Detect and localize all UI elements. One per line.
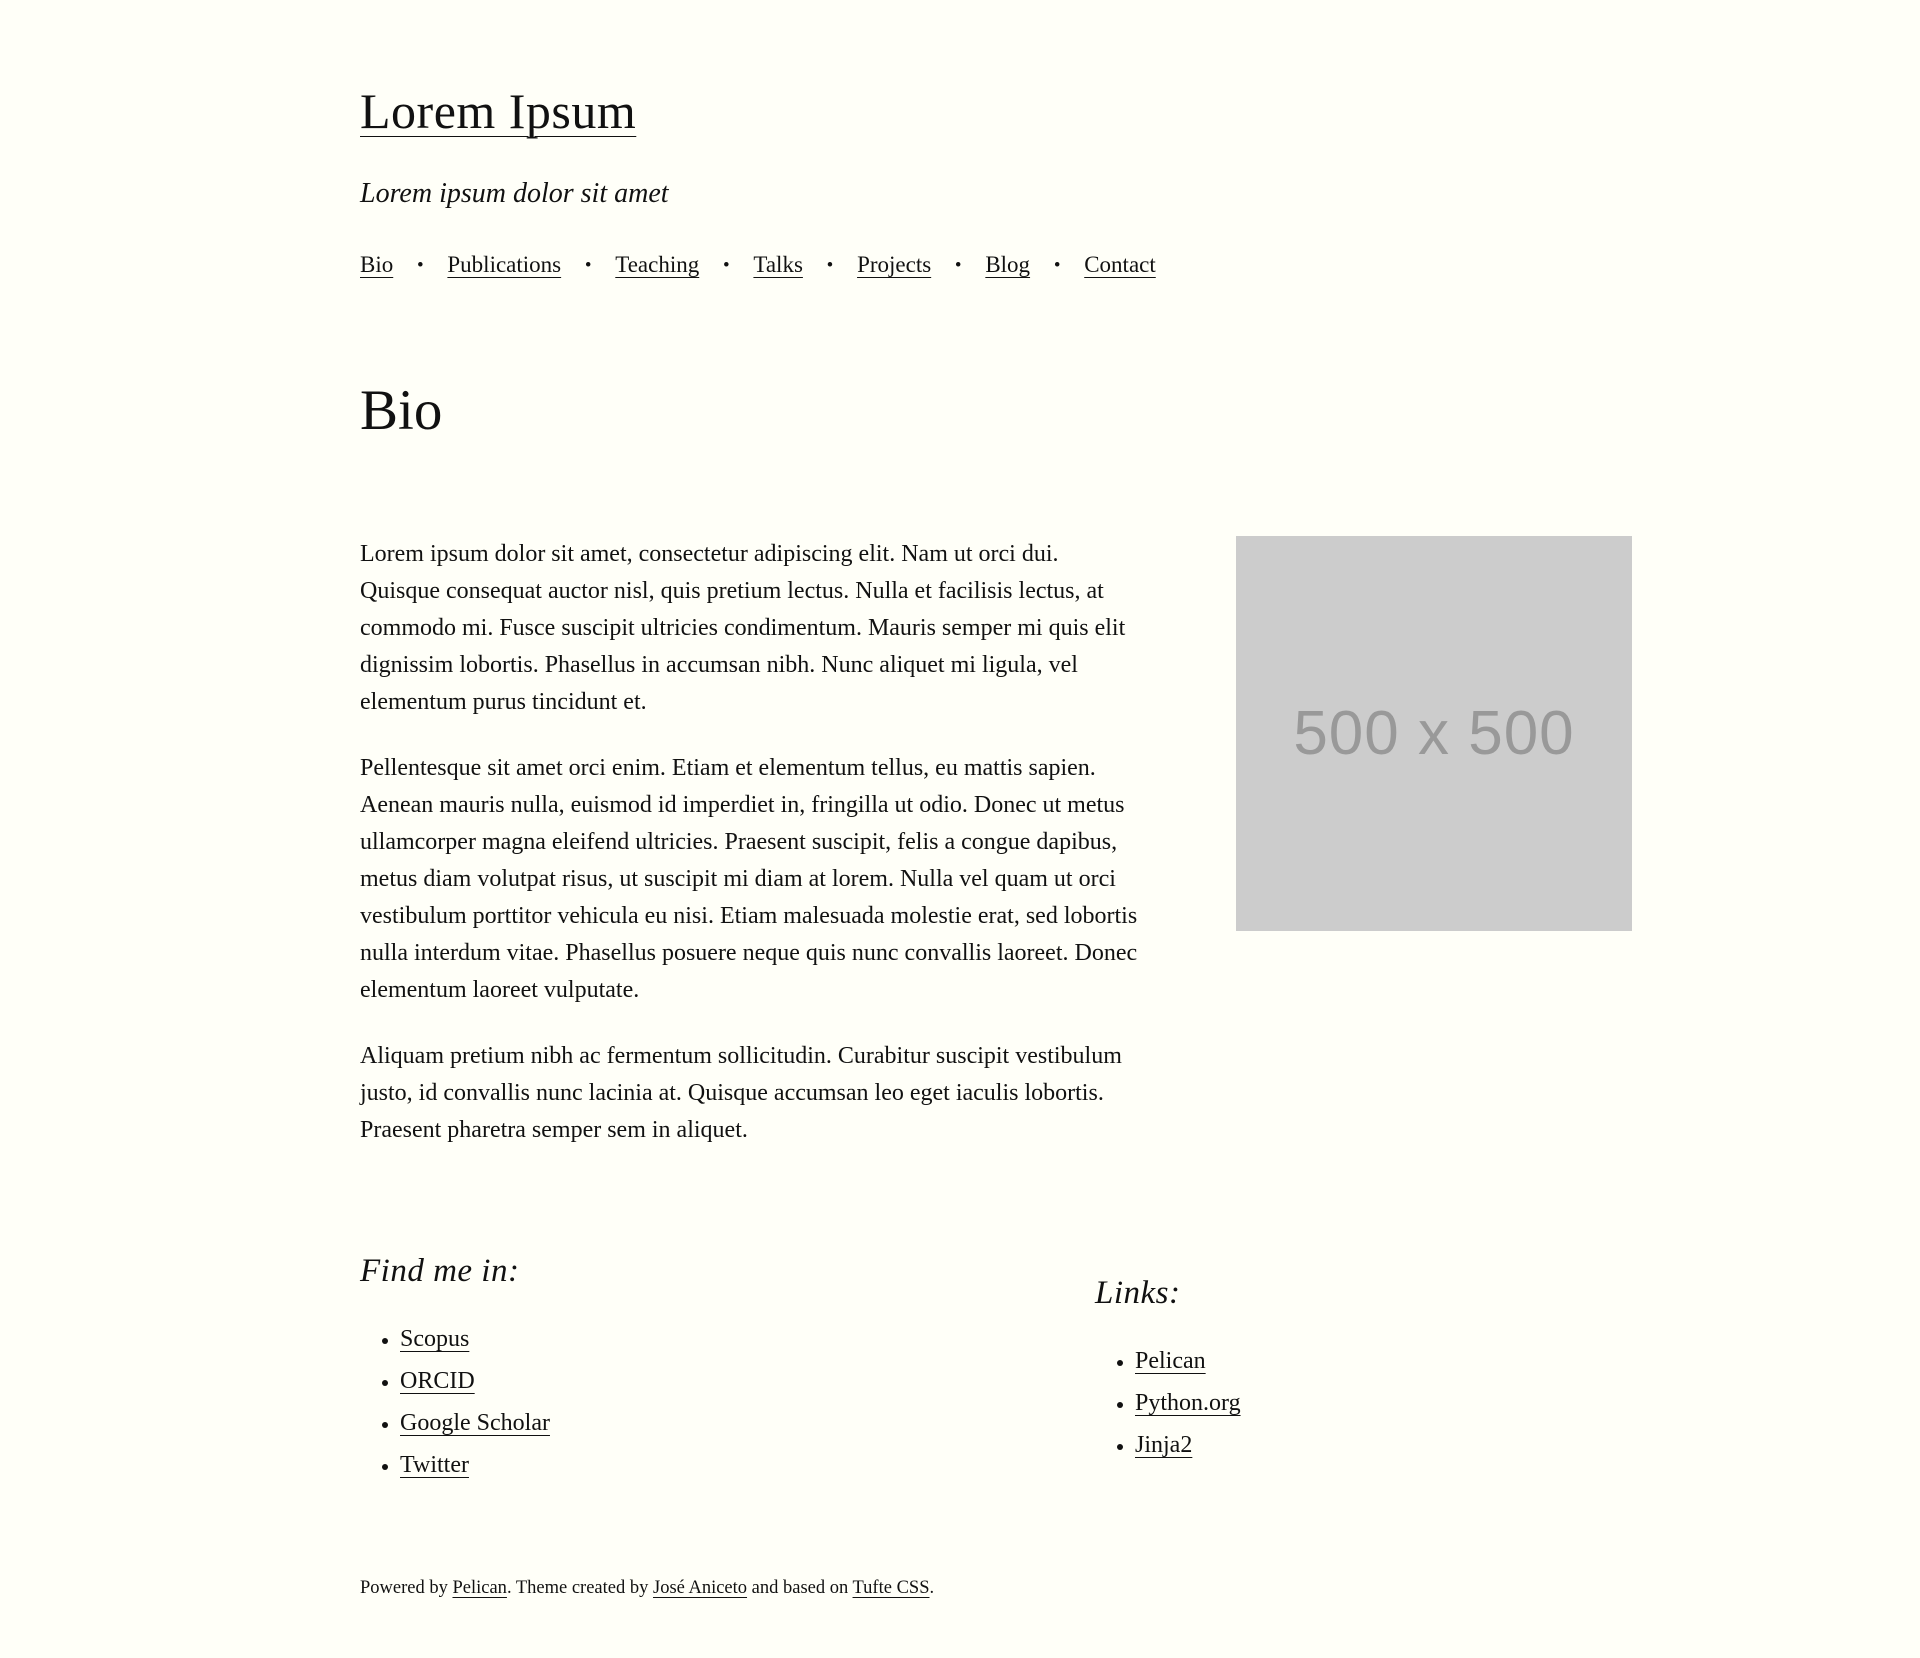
links-heading: Links: bbox=[1095, 1275, 1181, 1311]
bio-paragraph-3: Aliquam pretium nibh ac fermentum sollicitudin. Curabitur suscipit vestibulum justo, id convallis nunc lacinia at. Quisque accumsan leo eget iaculis lobortis. Praesent pharetra semper sem in aliquet. bbox=[360, 1043, 1122, 1143]
nav-link[interactable]: Projects bbox=[857, 252, 932, 277]
nav-item bbox=[857, 252, 985, 277]
bio-paragraph-1: Lorem ipsum dolor sit amet, consectetur adipiscing elit. Nam ut orci dui. Quisque consequat auctor nisl, quis pretium lectus. Nulla et facilisis lectus, at commodo mi. Fusce suscipit ultricies condimentum. Mauris semper mi quis elit dignissim lobortis. Phasellus in accumsan nibh. Nunc aliquet mi ligula, vel elementum purus tincidunt et. bbox=[360, 541, 1126, 715]
external-link[interactable]: Python.org bbox=[1135, 1390, 1241, 1416]
bio-article bbox=[360, 536, 1632, 1149]
nav-item bbox=[753, 252, 857, 277]
list-item bbox=[400, 1402, 1095, 1444]
site-title bbox=[360, 82, 1632, 140]
main-content bbox=[360, 378, 1632, 1486]
footer-text: . Theme created by bbox=[506, 1578, 653, 1598]
nav-separator-bullet: • bbox=[723, 255, 730, 276]
nav-separator-bullet: • bbox=[416, 255, 424, 276]
list-item bbox=[400, 1318, 1095, 1360]
links-list bbox=[1095, 1340, 1241, 1466]
profile-image-placeholder bbox=[1236, 536, 1632, 931]
external-link[interactable]: Pelican bbox=[1135, 1348, 1206, 1374]
nav-link[interactable]: Publications bbox=[447, 252, 562, 277]
list-item bbox=[400, 1444, 1095, 1486]
nav-item bbox=[615, 252, 753, 277]
nav-list bbox=[360, 252, 1632, 278]
nav-link[interactable]: Bio bbox=[360, 252, 394, 277]
list-item bbox=[1135, 1424, 1241, 1466]
bio-paragraph-2: Pellentesque sit amet orci enim. Etiam et elementum tellus, eu mattis sapien. Aenean mauris nulla, euismod id imperdiet in, fringilla ut odio. Donec ut metus ullamcorper magna eleifend ultricies. Praesent suscipit, felis a congue dapibus, metus diam volutpat risus, ut suscipit mi diam at lorem. Nulla vel quam ut orci vestibulum porttitor vehicula eu nisi. Etiam malesuada molestie erat, sed lobortis nulla interdum vitae. Phasellus posuere neque quis nunc convallis laoreet. Donec elementum laoreet vulputate. bbox=[360, 755, 1138, 1003]
profile-link[interactable]: Scopus bbox=[400, 1326, 470, 1352]
find-me-section bbox=[360, 1253, 1095, 1486]
find-me-list bbox=[360, 1318, 1095, 1486]
footer-credits bbox=[360, 1578, 1632, 1599]
pelican-link[interactable]: Pelican bbox=[452, 1578, 507, 1598]
author-link[interactable]: José Aniceto bbox=[653, 1578, 748, 1598]
site-title-link[interactable]: Lorem Ipsum bbox=[360, 83, 637, 139]
nav-link[interactable]: Talks bbox=[753, 252, 803, 277]
profile-link[interactable]: Google Scholar bbox=[400, 1410, 550, 1436]
nav-separator-bullet: • bbox=[826, 255, 834, 276]
page-title: Bio bbox=[360, 379, 443, 442]
nav-item bbox=[360, 252, 447, 277]
list-item bbox=[1135, 1340, 1241, 1382]
placeholder-dimensions-label: 500 x 500 bbox=[1293, 699, 1575, 768]
external-link[interactable]: Jinja2 bbox=[1135, 1432, 1193, 1458]
nav-separator-bullet: • bbox=[584, 255, 592, 276]
main-nav bbox=[360, 252, 1632, 278]
profile-link[interactable]: ORCID bbox=[400, 1368, 475, 1394]
site-subtitle: Lorem ipsum dolor sit amet bbox=[360, 178, 669, 209]
nav-separator-bullet: • bbox=[1053, 255, 1061, 276]
site-header bbox=[360, 82, 1632, 278]
bio-text-column bbox=[360, 536, 1142, 1149]
find-me-heading: Find me in: bbox=[360, 1253, 520, 1289]
nav-item bbox=[447, 252, 615, 277]
list-item bbox=[1135, 1382, 1241, 1424]
nav-separator-bullet: • bbox=[954, 255, 962, 276]
footer-text: and based on bbox=[747, 1578, 853, 1598]
site-footer bbox=[360, 1578, 1632, 1599]
profile-link[interactable]: Twitter bbox=[400, 1452, 469, 1478]
tufte-css-link[interactable]: Tufte CSS bbox=[852, 1578, 930, 1598]
nav-link[interactable]: Blog bbox=[985, 252, 1031, 277]
nav-item bbox=[985, 252, 1084, 277]
list-item bbox=[400, 1360, 1095, 1402]
footer-text: . bbox=[929, 1578, 935, 1598]
nav-item bbox=[1084, 252, 1156, 277]
nav-link[interactable]: Teaching bbox=[615, 252, 700, 277]
links-section bbox=[1095, 1275, 1241, 1486]
footer-text: Powered by bbox=[360, 1578, 453, 1598]
nav-link[interactable]: Contact bbox=[1084, 252, 1156, 277]
bottom-link-sections bbox=[360, 1253, 1632, 1486]
